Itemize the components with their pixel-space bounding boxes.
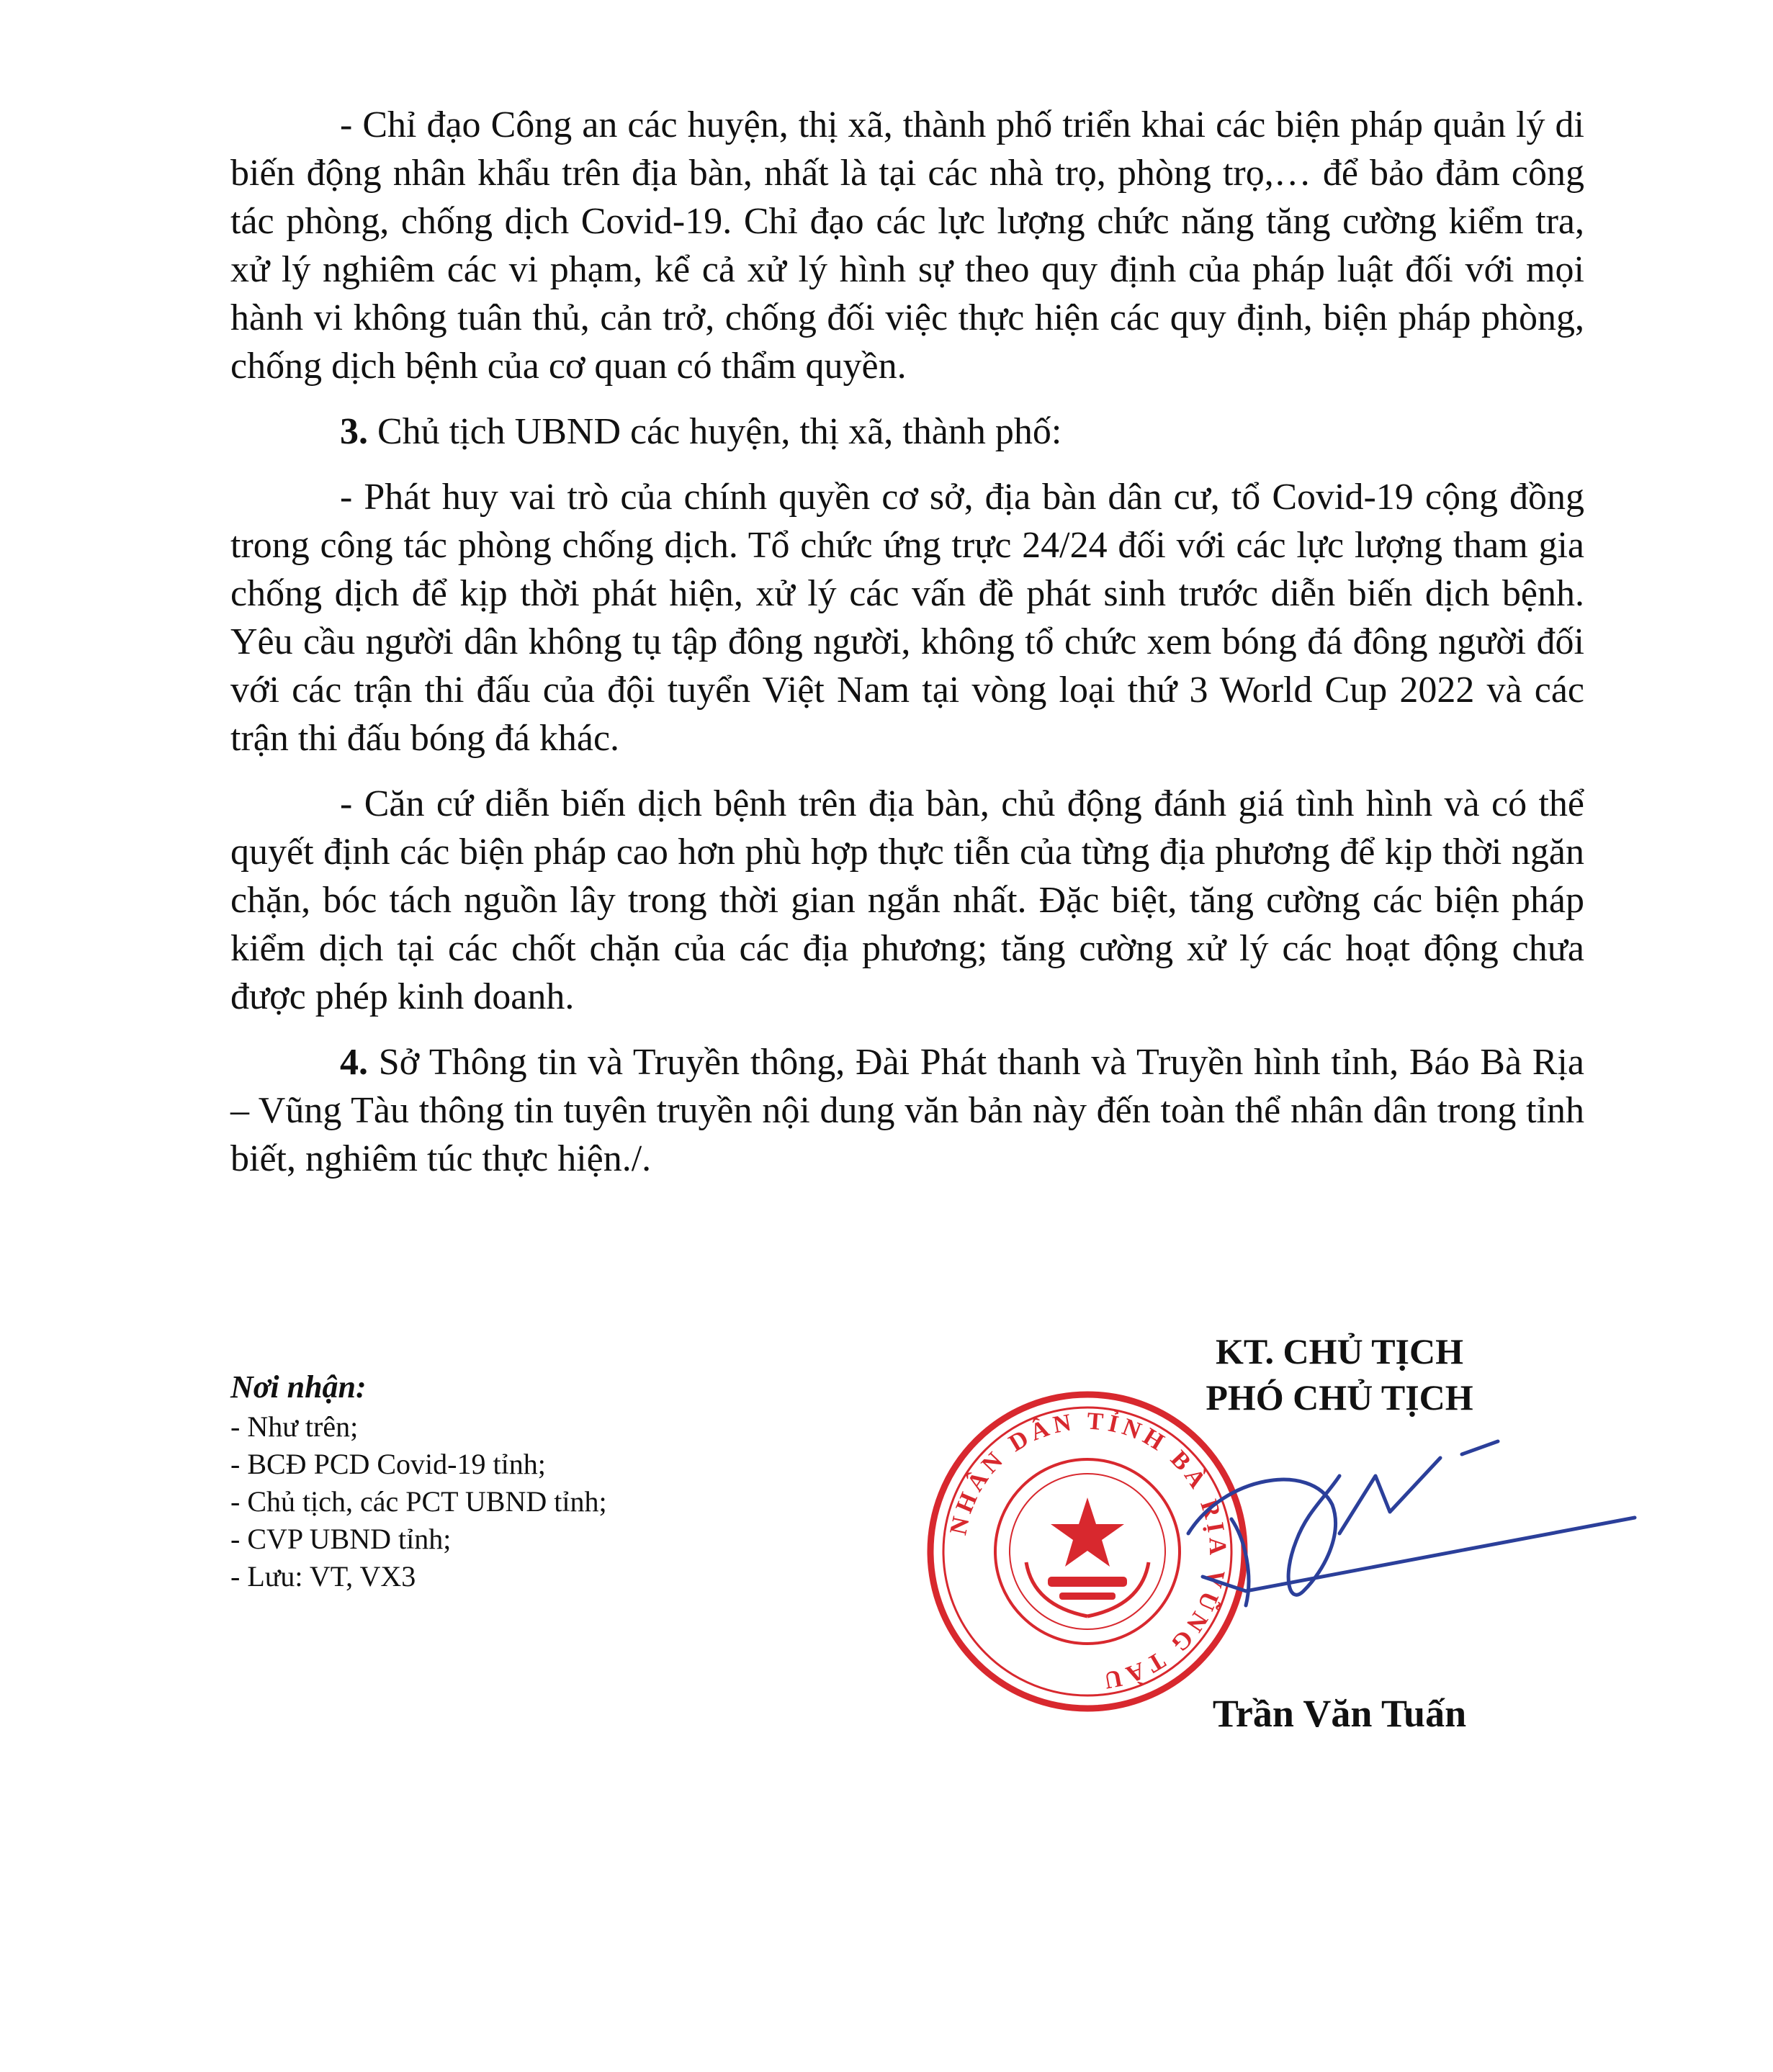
paragraph-text: Chủ tịch UBND các huyện, thị xã, thành phố: [368, 411, 1062, 452]
signature-title-line1: KT. CHỦ TỊCH [1215, 1331, 1464, 1371]
handwritten-signature [1159, 1433, 1664, 1649]
recipients-title: Nơi nhận: [230, 1369, 367, 1405]
signature-title-line2: PHÓ CHỦ TỊCH [1206, 1377, 1473, 1418]
recipient-item: - CVP UBND tỉnh; [230, 1523, 452, 1555]
section-paragraph-4 [230, 1038, 1584, 1183]
recipient-item: - Chủ tịch, các PCT UBND tỉnh; [230, 1485, 607, 1518]
paragraph-police-directive [230, 101, 1584, 390]
seal-text: NHÂN DÂN TỈNH BÀ RỊA VŨNG TÀU [945, 1407, 1231, 1695]
paragraph-number: 3. [340, 411, 368, 452]
recipients-block [230, 1366, 778, 1595]
document-body [230, 101, 1584, 1200]
paragraph-text: - Phát huy vai trò của chính quyền cơ sở, địa bàn dân cư, tổ Covid-19 cộng đồng trong công tác phòng chống dịch. Tổ chức ứng trực 24/24 đối với các lực lượng tham gia chống dịch để kịp thời phát hiện, xử lý các vấn đề phát sinh trước diễn biến dịch bệnh. Yêu cầu người dân không tụ tập đông người, không tổ chức xem bóng đá đông người đối với các trận thi đấu của đội tuyển Việt Nam tại vòng loại thứ 3 World Cup 2022 và các trận thi đấu bóng đá khác. [230, 477, 1584, 759]
recipient-item: - BCĐ PCD Covid-19 tỉnh; [230, 1448, 546, 1480]
paragraph-text: - Căn cứ diễn biến dịch bệnh trên địa bàn, chủ động đánh giá tình hình và có thể quyết định các biện pháp cao hơn phù hợp thực tiễn của từng địa phương để kịp thời ngăn chặn, bóc tách nguồn lây trong thời gian ngắn nhất. Đặc biệt, tăng cường các biện pháp kiểm dịch tại các chốt chặn của các địa phương; tăng cường xử lý các hoạt động chưa được phép kinh doanh. [230, 783, 1584, 1017]
paragraph-epidemic-measures [230, 780, 1584, 1021]
section-heading-3 [230, 407, 1584, 456]
paragraph-number: 4. [340, 1042, 368, 1083]
paragraph-text: - Chỉ đạo Công an các huyện, thị xã, thành phố triển khai các biện pháp quản lý di biến động nhân khẩu trên địa bàn, nhất là tại các nhà trọ, phòng trọ,… để bảo đảm công tác phòng, chống dịch Covid-19. Chỉ đạo các lực lượng chức năng tăng cường kiểm tra, xử lý nghiêm các vi phạm, kể cả xử lý hình sự theo quy định của pháp luật đối với mọi hành vi không tuân thủ, cản trở, chống đối việc thực hiện các quy định, biện pháp phòng, chống dịch bệnh của cơ quan có thẩm quyền. [230, 104, 1584, 387]
signer-name: Trần Văn Tuấn [1212, 1692, 1467, 1735]
paragraph-local-government [230, 473, 1584, 762]
recipient-item: - Lưu: VT, VX3 [230, 1560, 416, 1593]
paragraph-text: Sở Thông tin và Truyền thông, Đài Phát thanh và Truyền hình tỉnh, Báo Bà Rịa – Vũng Tàu thông tin tuyên truyền nội dung văn bản này đến toàn thể nhân dân trong tỉnh biết, nghiêm túc thực hiện./. [230, 1042, 1584, 1179]
recipient-item: - Như trên; [230, 1410, 359, 1443]
